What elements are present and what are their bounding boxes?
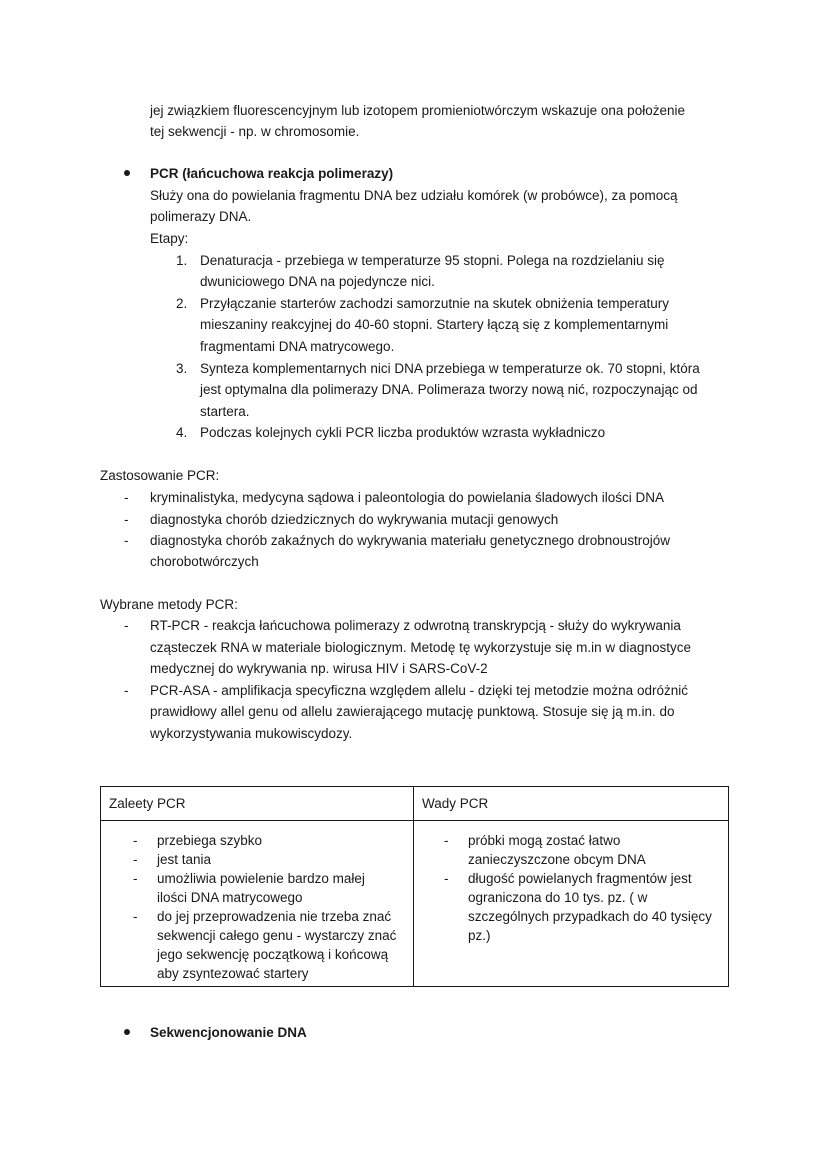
stage-text: jest optymalna dla polimerazy DNA. Polimeraza tworzy nową nić, rozpoczynając od xyxy=(200,382,698,397)
advantages-cell xyxy=(101,821,414,987)
pcr-pros-cons-table xyxy=(100,786,729,987)
method-item: PCR-ASA - amplifikacja specyficzna względem allelu - dzięki tej metodzie można odróżnić xyxy=(150,683,688,698)
stage-text: Synteza komplementarnych nici DNA przebiega w temperaturze ok. 70 stopni, która xyxy=(200,361,700,376)
stage-number: 4. xyxy=(176,425,188,440)
stage-text: Denaturacja - przebiega w temperaturze 95 stopni. Polega na rozdzielaniu się xyxy=(200,253,665,268)
method-item: cząsteczek RNA w materiale biologicznym. Metodę tę wykorzystuje się m.in w diagnostyce xyxy=(150,640,691,655)
stage-number: 1. xyxy=(176,253,188,268)
pcr-heading: PCR (łańcuchowa reakcja polimerazy) xyxy=(150,166,394,181)
stage-text: Przyłączanie starterów zachodzi samorzutnie na skutek obniżenia temperatury xyxy=(200,296,669,311)
pcr-desc-line-2: polimerazy DNA. xyxy=(150,209,252,224)
bullet-icon xyxy=(124,170,130,176)
sequencing-heading: Sekwencjonowanie DNA xyxy=(150,1025,307,1040)
stage-number: 3. xyxy=(176,361,188,376)
dash-marker: - xyxy=(124,512,129,527)
stage-text: Podczas kolejnych cykli PCR liczba produktów wzrasta wykładniczo xyxy=(200,425,606,440)
dash-marker: - xyxy=(124,533,129,548)
methods-label: Wybrane metody PCR: xyxy=(100,597,238,612)
disadvantage-item: - długość powielanych fragmentów jest ograniczona do 10 tys. pz. ( w szczególnych przypadkach do 40 tysięcy pz.) xyxy=(444,871,712,943)
application-item: kryminalistyka, medycyna sądowa i paleontologia do powielania śladowych ilości DNA xyxy=(150,490,665,505)
advantage-item: - do jej przeprowadzenia nie trzeba znać sekwencji całego genu - wystarczy znać jego sekwencję początkową i końcową aby zsyntezować startery xyxy=(133,909,397,981)
application-item: chorobotwórczych xyxy=(150,554,259,569)
application-item: diagnostyka chorób zakaźnych do wykrywania materiału genetycznego drobnoustrojów xyxy=(150,533,671,548)
intro-line-2: tej sekwencji - np. w chromosomie. xyxy=(150,124,360,139)
stage-text: fragmentami DNA matrycowego. xyxy=(200,339,395,354)
method-item: RT-PCR - reakcja łańcuchowa polimerazy z odwrotną transkrypcją - służy do wykrywania xyxy=(150,618,681,633)
disadvantages-cell xyxy=(414,821,729,987)
dash-marker: - xyxy=(124,490,129,505)
advantage-item: - jest tania xyxy=(133,852,212,867)
stage-text: mieszaniny reakcyjnej do 40-60 stopni. Startery łączą się z komplementarnymi xyxy=(200,317,669,332)
application-item: diagnostyka chorób dziedzicznych do wykrywania mutacji genowych xyxy=(150,512,559,527)
stage-number: 2. xyxy=(176,296,188,311)
stages-label: Etapy: xyxy=(150,231,189,246)
dash-marker: - xyxy=(124,683,129,698)
advantage-item: - przebiega szybko xyxy=(133,833,263,848)
dash-marker: - xyxy=(124,618,129,633)
stage-text: startera. xyxy=(200,404,250,419)
method-item: medycznej do wykrywania np. wirusa HIV i SARS-CoV-2 xyxy=(150,661,488,676)
bullet-icon xyxy=(124,1029,130,1035)
advantages-header: Zaleety PCR xyxy=(101,787,414,821)
advantage-item: - umożliwia powielenie bardzo małej ilości DNA matrycowego xyxy=(133,871,365,905)
applications-label: Zastosowanie PCR: xyxy=(100,468,220,483)
method-item: prawidłowy allel genu od allelu zawierającego mutację punktową. Stosuje się ją m.in. do xyxy=(150,704,675,719)
method-item: wykorzystywania mukowiscydozy. xyxy=(150,726,353,741)
disadvantages-header: Wady PCR xyxy=(414,787,729,821)
disadvantage-item: - próbki mogą zostać łatwo zanieczyszczone obcym DNA xyxy=(444,833,646,867)
intro-line-1: jej związkiem fluorescencyjnym lub izotopem promieniotwórczym wskazuje ona położenie xyxy=(150,103,685,118)
stage-text: dwuniciowego DNA na pojedyncze nici. xyxy=(200,274,435,289)
pcr-desc-line-1: Służy ona do powielania fragmentu DNA bez udziału komórek (w probówce), za pomocą xyxy=(150,188,678,203)
